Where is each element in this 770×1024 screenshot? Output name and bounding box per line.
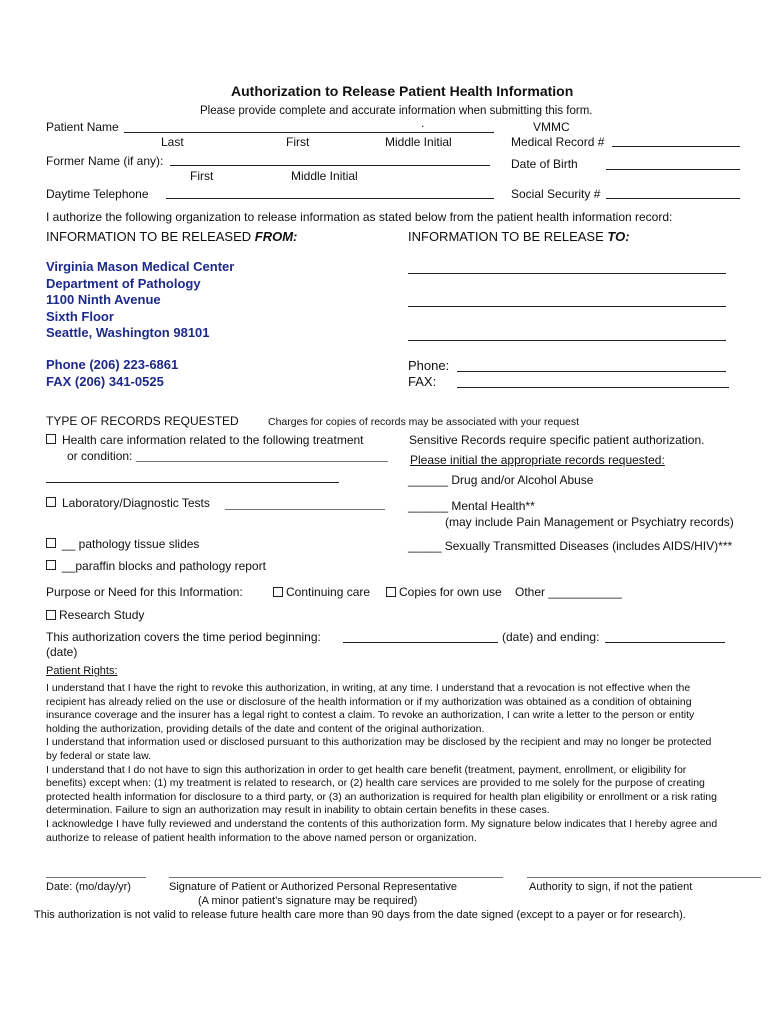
sensitive-drug[interactable]: ______ Drug and/or Alcohol Abuse (408, 473, 594, 487)
middle-initial-caption: Middle Initial (385, 135, 452, 149)
medical-record-label: Medical Record # (511, 135, 605, 149)
lab-tests-field[interactable] (225, 497, 385, 510)
condition-label: or condition: (67, 449, 133, 463)
from-fax: FAX (206) 341-0525 (46, 373, 164, 389)
former-name-label: Former Name (if any): (46, 154, 164, 168)
record-item-lab: Laboratory/Diagnostic Tests (46, 496, 210, 510)
org-line: Seattle, Washington 98101 (46, 325, 210, 340)
initial-instruction: Please initial the appropriate records requested: (410, 453, 665, 467)
to-heading: INFORMATION TO BE RELEASE TO: (408, 229, 630, 244)
sensitive-note: Sensitive Records require specific patient authorization. (409, 433, 705, 447)
period-end-label: (date) and ending: (502, 630, 600, 644)
signature-field[interactable] (169, 867, 503, 878)
last-caption: Last (161, 135, 184, 149)
name-separator: . (421, 116, 425, 130)
minor-note: (A minor patient’s signature may be required) (198, 895, 418, 907)
rights-paragraph: I understand that information used or disclosed pursuant to this authorization may be disclosed by the recipient and may no longer be protected by federal or state law. (46, 736, 712, 762)
rights-paragraph: I acknowledge I have fully reviewed and understand the contents of this authorization form. My signature below indicates that I hereby agree and authorize to release of patient health information to the above named person or organization. (46, 817, 718, 844)
org-line: Department of Pathology (46, 275, 201, 291)
medical-record-field[interactable] (612, 134, 740, 147)
checkbox[interactable] (46, 610, 56, 620)
sensitive-mental[interactable]: ______ Mental Health** (408, 499, 535, 513)
purpose-copies[interactable]: Copies for own use (386, 585, 502, 599)
from-phone: Phone (206) 223-6861 (46, 357, 179, 372)
first-caption: First (286, 135, 310, 149)
authority-field[interactable] (527, 867, 761, 878)
former-first-caption: First (190, 169, 214, 183)
purpose-other[interactable]: Other ___________ (515, 585, 622, 599)
authority-label: Authority to sign, if not the patient (529, 881, 693, 893)
checkbox[interactable] (386, 587, 396, 597)
to-line-3[interactable] (408, 330, 726, 341)
purpose-label: Purpose or Need for this Information: (46, 585, 243, 599)
checkbox[interactable] (46, 497, 56, 507)
ssn-field[interactable] (606, 186, 740, 199)
dob-field[interactable] (606, 157, 740, 170)
mental-note: (may include Pain Management or Psychiatry records) (445, 515, 734, 529)
org-line: Virginia Mason Medical Center (46, 259, 235, 274)
telephone-field[interactable] (166, 186, 494, 199)
to-line-2[interactable] (408, 296, 726, 307)
to-fax-field[interactable] (457, 375, 729, 388)
telephone-label: Daytime Telephone (46, 187, 149, 201)
org-line: 1100 Ninth Avenue (46, 292, 161, 307)
checkbox[interactable] (46, 434, 56, 444)
purpose-continuing-care[interactable]: Continuing care (273, 585, 370, 599)
rights-text (46, 682, 722, 845)
purpose-research[interactable]: Research Study (46, 608, 144, 622)
condition-field-line-2[interactable] (46, 472, 339, 483)
record-item-treatment: Health care information related to the following treatment (46, 433, 364, 447)
to-fax-label: FAX: (408, 374, 437, 389)
footer-note: This authorization is not valid to release future health care more than 90 days from the date signed (except to a payer or for research). (34, 909, 686, 921)
period-date-caption: (date) (46, 645, 78, 659)
period-begin-label: This authorization covers the time period beginning: (46, 630, 321, 644)
form-subtitle: Please provide complete and accurate information when submitting this form. (200, 105, 593, 117)
signature-label: Signature of Patient or Authorized Personal Representative (169, 881, 458, 893)
from-heading: INFORMATION TO BE RELEASED FROM: (46, 229, 298, 244)
date-signed-field[interactable] (46, 867, 146, 878)
record-item-paraffin: __paraffin blocks and pathology report (46, 559, 266, 573)
rights-paragraph: I understand that I do not have to sign this authorization in order to get health care benefit (treatment, payment, enrollment, or eligibility for benefits) except when: (1) my treatment is related to research, or (2) health care services are provided to me solely for the purpose of creating protected health information for disclosure to a third party, or (3) an authorization is required for health plan eligibility or enrollment or a risk rating determination. Failure to sign an authorization may result in inability to obtain certain benefits in these cases. (46, 763, 717, 817)
org-line: Sixth Floor (46, 308, 114, 324)
records-heading: TYPE OF RECORDS REQUESTED (46, 414, 239, 428)
checkbox[interactable] (46, 538, 56, 548)
condition-field[interactable] (136, 449, 388, 462)
ssn-label: Social Security # (511, 187, 601, 201)
to-phone-field[interactable] (457, 359, 726, 372)
checkbox[interactable] (46, 560, 56, 570)
dob-label: Date of Birth (511, 157, 578, 171)
patient-name-field[interactable] (124, 118, 494, 133)
checkbox[interactable] (273, 587, 283, 597)
charges-note: Charges for copies of records may be associated with your request (268, 416, 580, 428)
period-end-field[interactable] (605, 630, 725, 643)
authorize-statement: I authorize the following organization to release information as stated below from the patient health information record: (46, 210, 673, 224)
patient-name-label: Patient Name (46, 120, 119, 134)
vmmc-label: VMMC (533, 120, 570, 134)
rights-paragraph: I understand that I have the right to revoke this authorization, in writing, at any time. I understand that a revocation is not effective when the recipient has already relied on the use or disclosure of the health information or if my authorization was obtained as a condition of obtaining insurance coverage and the insurer has a legal right to contest a claim. To revoke an authorization, I can write a letter to the person or entity holding the authorization, providing details of the date and content of the original authorization. (46, 682, 695, 735)
to-line-1[interactable] (408, 263, 726, 274)
period-begin-field[interactable] (343, 630, 498, 643)
former-name-field[interactable] (170, 153, 490, 166)
former-middle-caption: Middle Initial (291, 169, 358, 183)
record-item-slides: __ pathology tissue slides (46, 537, 199, 551)
from-organization (46, 259, 234, 342)
date-label: Date: (mo/day/yr) (46, 881, 131, 893)
from-contact (46, 357, 178, 390)
sensitive-std[interactable]: _____ Sexually Transmitted Diseases (includes AIDS/HIV)*** (408, 539, 733, 553)
rights-heading: Patient Rights: (46, 665, 118, 677)
form-title: Authorization to Release Patient Health Information (231, 83, 574, 99)
to-phone-label: Phone: (408, 358, 450, 373)
